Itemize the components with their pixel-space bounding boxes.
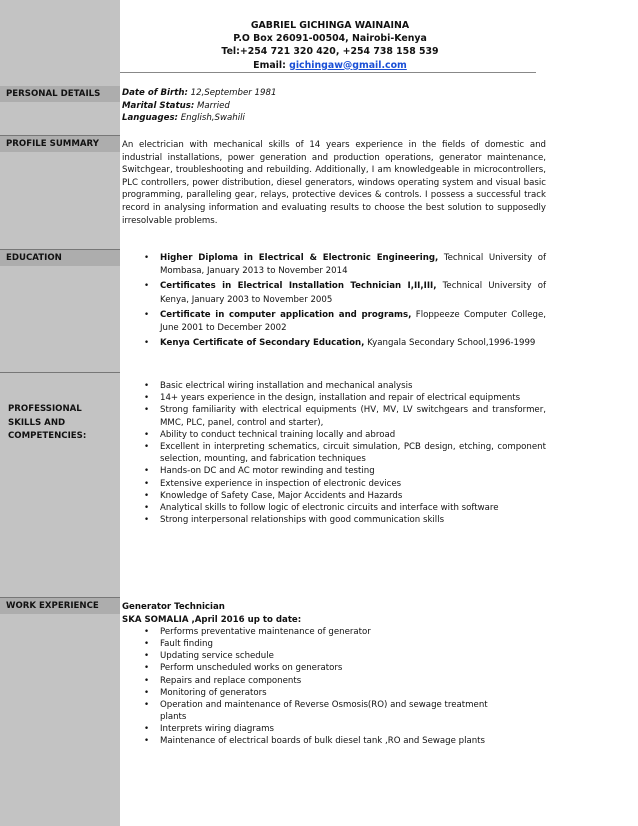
work-experience-content <box>122 601 490 747</box>
competencies-list <box>122 380 546 526</box>
marital-label: Marital Status: <box>122 100 195 111</box>
duties-list <box>122 626 490 747</box>
competency-item: • Extensive experience in inspection of electronic devices <box>122 478 546 490</box>
marital-value: Married <box>197 100 230 111</box>
postal-address: P.O Box 26091-00504, Nairobi-Kenya <box>233 33 427 45</box>
profile-summary-heading: PROFILE SUMMARY <box>6 139 99 149</box>
employer-line: SKA SOMALIA ,April 2016 up to date: <box>122 614 302 625</box>
competency-item: • Hands-on DC and AC motor rewinding and testing <box>122 465 546 477</box>
competency-item: • Excellent in interpreting schematics, circuit simulation, PCB design, etching, component selection, mounting, and fabrication techniques <box>122 441 546 465</box>
competency-item: • Strong interpersonal relationships with good communication skills <box>122 514 546 526</box>
education-item: • Certificate in computer application and programs, Floppeeze Computer College, June 2001 to December 2002 <box>122 309 546 335</box>
languages-value: English,Swahili <box>180 113 245 124</box>
email-label: Email: <box>253 59 286 71</box>
work-experience-heading-bar <box>0 598 120 614</box>
duty-item: • Updating service schedule <box>122 650 490 662</box>
email-line <box>120 59 540 72</box>
education-list-wrapper <box>122 252 546 352</box>
dob-value: 12,September 1981 <box>190 88 277 98</box>
languages-label: Languages: <box>122 113 178 124</box>
competency-item: • Basic electrical wiring installation and mechanical analysis <box>122 380 546 392</box>
competency-item: • 14+ years experience in the design, installation and repair of electrical equipments <box>122 392 546 404</box>
duty-item: • Repairs and replace components <box>122 675 490 687</box>
competencies-divider <box>0 372 120 373</box>
header-divider <box>120 72 536 73</box>
personal-details-heading: PERSONAL DETAILS <box>6 89 101 99</box>
work-experience-heading: WORK EXPERIENCE <box>6 601 99 611</box>
education-item: • Certificates in Electrical Installation Technician I,II,III, Technical University of Kenya, January 2003 to November 2005 <box>122 280 546 306</box>
education-heading-bar <box>0 250 120 266</box>
competency-item: • Knowledge of Safety Case, Major Accidents and Hazards <box>122 490 546 502</box>
resume-header <box>120 19 540 72</box>
dob-label: Date of Birth: <box>122 88 188 98</box>
education-list <box>122 252 546 350</box>
competency-item: • Strong familiarity with electrical equipments (HV, MV, LV switchgears and transformer, MMC, PLC, panel, control and starter), <box>122 404 546 428</box>
profile-summary-heading-bar <box>0 136 120 152</box>
duty-item: • Monitoring of generators <box>122 687 490 699</box>
duty-item: • Operation and maintenance of Reverse Osmosis(RO) and sewage treatment plants <box>122 699 490 723</box>
telephone-numbers: Tel:+254 721 320 420, +254 738 158 539 <box>221 46 439 58</box>
profile-summary-text: An electrician with mechanical skills of 14 years experience in the fields of domestic and industrial installations, power generation and production operations, generator maintenance, Switchgear, troubleshooting and rebuilding. Additionally, I am knowledgeable in microcontrollers, PLC controllers, power distribution, diesel generators, windows operating system and visual basic programming, paralleling gear, relays, protective devices & controls. I possess a successful track record in analysing information and evaluating results to choose the best solution to supposedly irresolvable problems. <box>122 140 546 226</box>
duty-item: • Interprets wiring diagrams <box>122 723 490 735</box>
personal-details-heading-bar <box>0 86 120 102</box>
duty-item: • Fault finding <box>122 638 490 650</box>
competencies-list-wrapper <box>122 380 546 526</box>
duty-item: • Maintenance of electrical boards of bulk diesel tank ,RO and Sewage plants <box>122 735 490 747</box>
education-heading: EDUCATION <box>6 253 62 263</box>
duty-item: • Perform unscheduled works on generators <box>122 662 490 674</box>
email-link[interactable]: gichingaw@gmail.com <box>289 59 407 71</box>
education-item: • Kenya Certificate of Secondary Education, Kyangala Secondary School,1996-1999 <box>122 337 546 350</box>
duty-item: • Performs preventative maintenance of generator <box>122 626 490 638</box>
competencies-heading: PROFESSIONAL SKILLS AND COMPETENCIES: <box>8 404 87 441</box>
competency-item: • Analytical skills to follow logic of electronic circuits and interface with software <box>122 502 546 514</box>
personal-details-content <box>122 87 276 125</box>
competency-item: • Ability to conduct technical training locally and abroad <box>122 429 546 441</box>
job-title: Generator Technician <box>122 602 225 612</box>
education-item: • Higher Diploma in Electrical & Electronic Engineering, Technical University of Mombasa, January 2013 to November 2014 <box>122 252 546 278</box>
candidate-name: GABRIEL GICHINGA WAINAINA <box>250 20 410 31</box>
